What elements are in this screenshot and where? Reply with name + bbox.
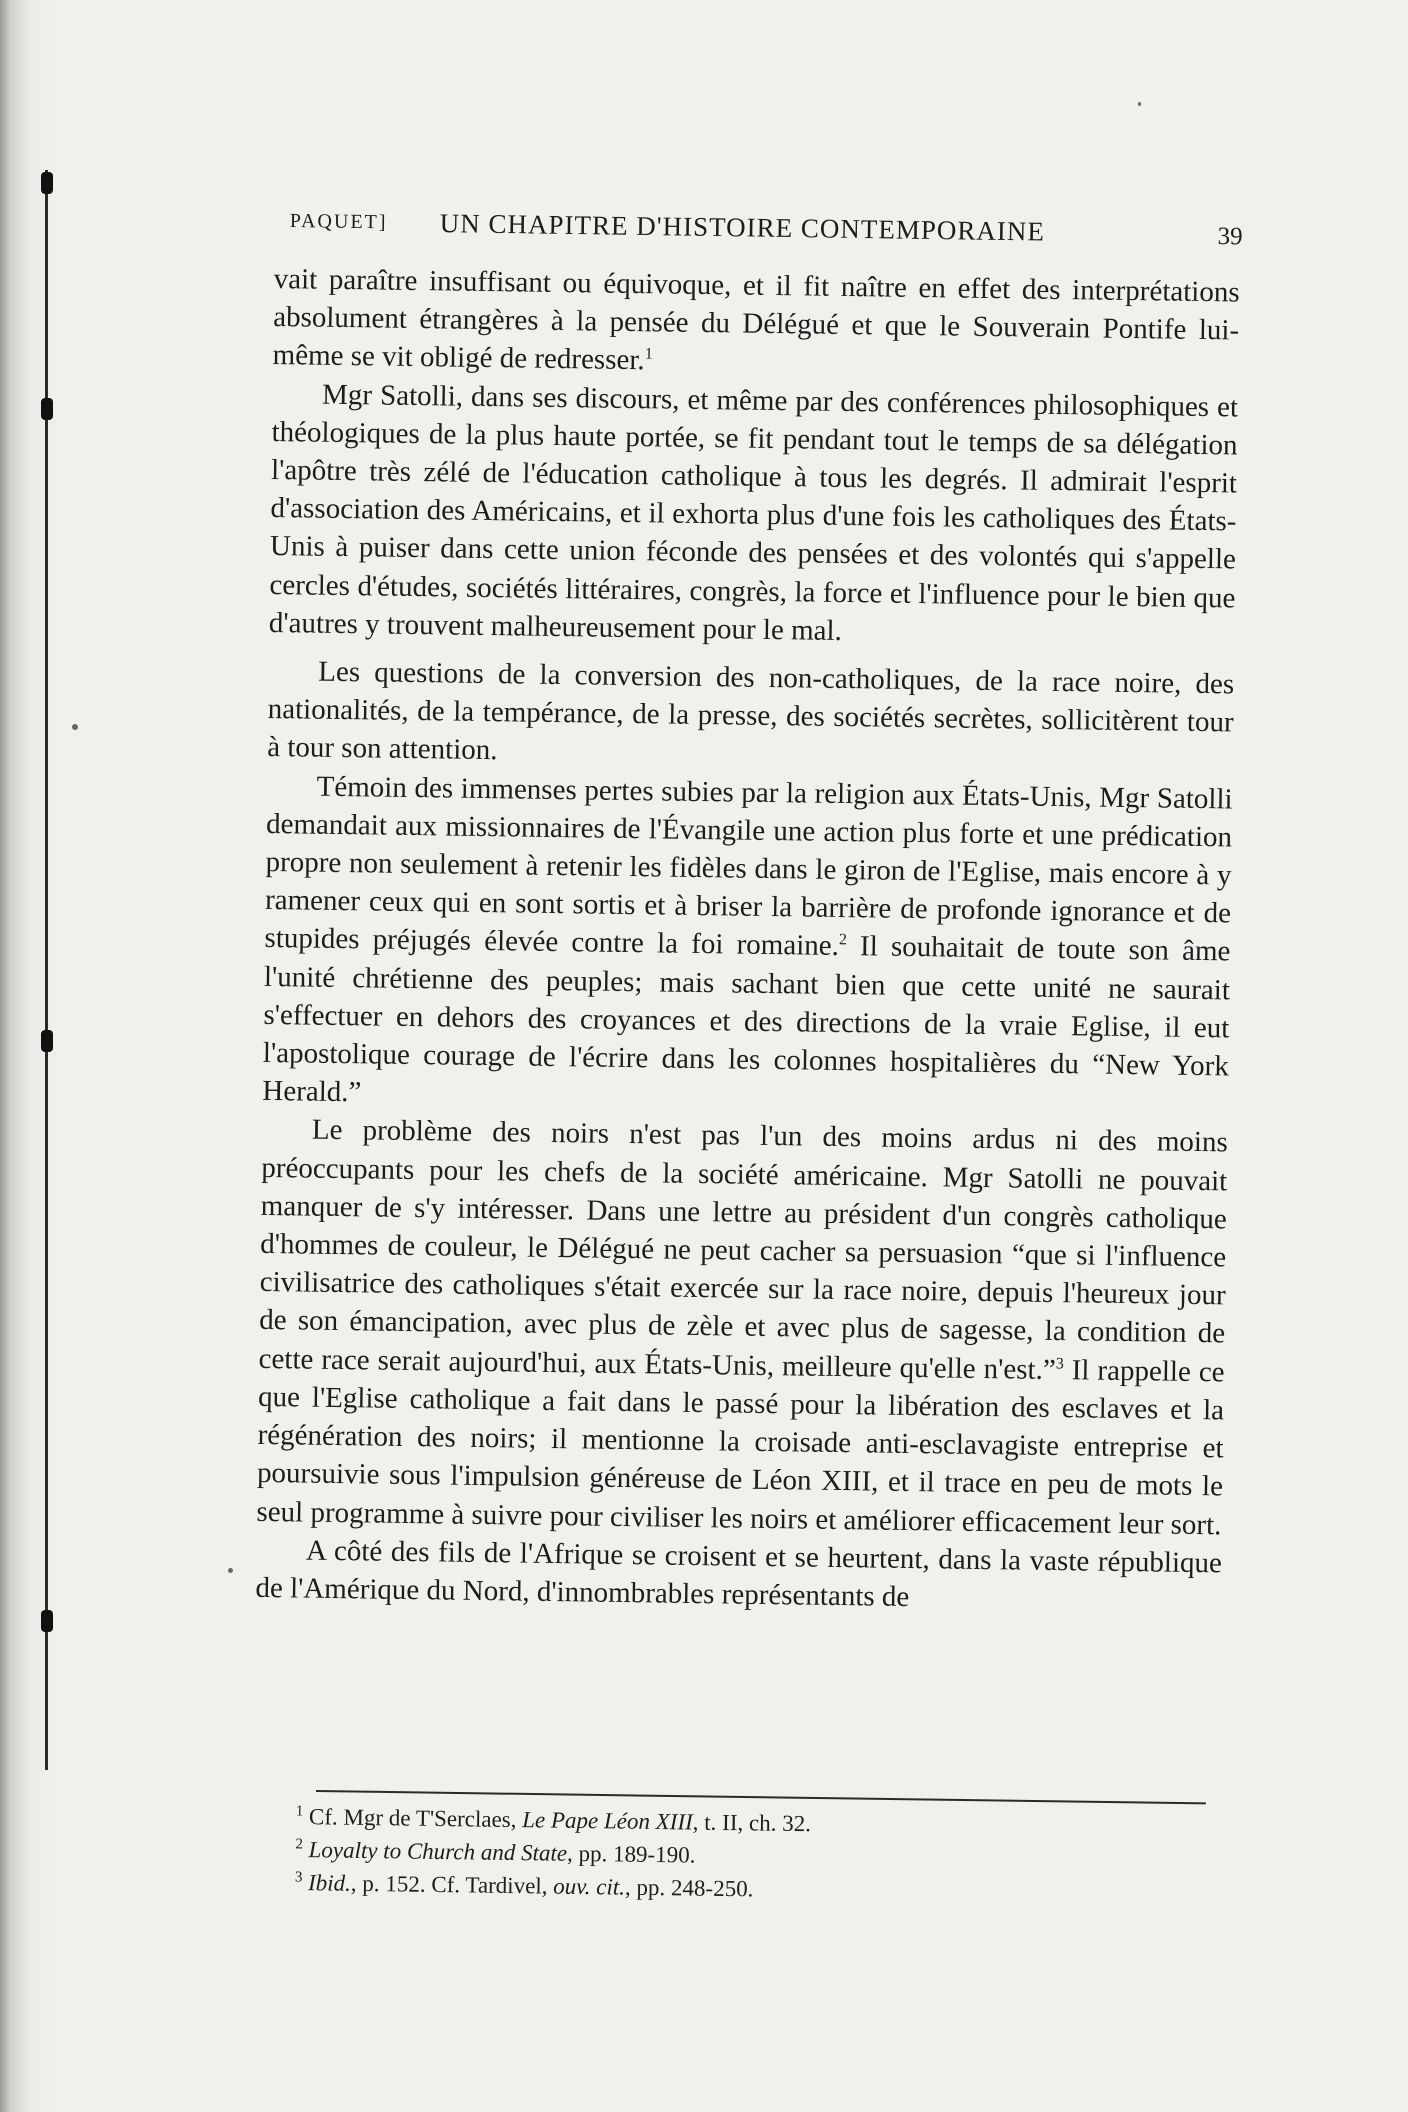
footnote-mark: 3: [294, 1869, 303, 1886]
paragraph: [255, 1531, 1222, 1621]
binding-knot: [41, 1030, 53, 1052]
book-binding: [0, 0, 58, 2112]
paragraph-text: Témoin des immenses pertes subies par la religion aux États-Unis, Mgr Satolli demandait aux missionnaires de l'Évangile une action plus forte et une prédication propre non seulement à retenir les fidèles dans le giron de l'Eglise, mais encore à y ramener ceux qui en sont sortis et à briser la barrière de profonde ignorance et de stupides préjugés élevée contre la foi romaine.: [264, 770, 1233, 963]
footnote-text: , pp. 248-250.: [624, 1874, 754, 1902]
paragraph: [256, 1110, 1228, 1544]
paper-speck: [228, 1568, 233, 1573]
running-head-author: PAQUET]: [289, 209, 388, 234]
binding-knot: [41, 172, 53, 194]
paragraph-text: A côté des fils de l'Afrique se croisent et se heurtent, dans la vaste république de l'Amérique du Nord, d'innombrables représentants de: [255, 1534, 1223, 1613]
paragraph: [262, 767, 1233, 1124]
footnote-text: Le Pape Léon XIII: [522, 1807, 693, 1835]
paragraph-text: Il souhaitait de toute son âme l'unité chrétienne des peuples; mais sachant bien que cette unité ne saurait s'effectuer en dehors des croyances et des directions de la vraie Eglise, il eut l'apostolique courage de l'écrire dans les colonnes hospitalières du “New York Herald.”: [262, 930, 1231, 1109]
footnote-text: , pp. 189-190.: [566, 1840, 696, 1868]
paragraph-text: Mgr Satolli, dans ses discours, et même par des conférences philosophiques et théologiques de la plus haute portée, se fit pendant tout le temps de sa délégation l'apôtre très zélé de l'éducation catholique à tous les degrés. Il admirait l'esprit d'association des Américains, et il exhorta plus d'une fois les catholiques des États-Unis à puiser dans cette union féconde des pensées et des volontés qui s'appelle cercles d'études, sociétés littéraires, congrès, la force et l'influence pour le bien que d'autres y trouvent malheureusement pour le mal.: [268, 378, 1239, 647]
footnotes: [295, 1800, 1216, 1912]
running-head-title: UN CHAPITRE D'HISTOIRE CONTEMPORAINE: [439, 208, 1046, 247]
paper-speck: [1138, 102, 1141, 106]
footnote-text: Loyalty to Church and State: [308, 1837, 568, 1866]
page-number: 39: [1217, 222, 1243, 251]
paragraph: [272, 260, 1240, 388]
paragraph-text: vait paraître insuffisant ou équivoque, et il fit naître en effet des interprétations absolument étrangères à la pensée du Délégué et que le Souverain Pontife lui-même se vit obligé de redresser.: [272, 262, 1240, 377]
paper-speck: [72, 724, 78, 730]
footnote-mark: 1: [295, 1803, 304, 1820]
footnote-text: Ibid.: [307, 1870, 352, 1896]
page-header: [289, 206, 1249, 259]
paragraph: [269, 375, 1239, 656]
footnote-mark: 2: [295, 1836, 303, 1853]
footnote-reference: 2: [838, 931, 848, 949]
footnote-text: Cf. Mgr de T'Serclaes,: [308, 1804, 523, 1833]
footnote-reference: 3: [1055, 1355, 1064, 1373]
body-text: [255, 260, 1240, 1620]
footnote-text: , p. 152. Cf. Tardivel,: [350, 1870, 554, 1899]
footnote-text: ouv. cit.: [553, 1873, 626, 1900]
binding-knot: [41, 398, 53, 420]
footnote-text: , t. II, ch. 32.: [692, 1809, 812, 1837]
footnote-reference: 1: [644, 345, 653, 364]
binding-knot: [41, 1610, 53, 1632]
paragraph-text: Il rappelle ce que l'Eglise catholique a fait dans le passé pour la libération des esclaves et la régénération des noirs; il mentionne la croisade anti-esclavagiste entreprise et poursuivie sous l'impulsion généreuse de Léon XIII, et il trace en peu de mots le seul programme à suivre pour civiliser les noirs et améliorer efficacement leur sort.: [256, 1353, 1225, 1541]
paragraph-text: Les questions de la conversion des non-catholiques, de la race noire, des nationalités, de la tempérance, de la presse, des sociétés secrètes, sollicitèrent tour à tour son attention.: [266, 655, 1235, 767]
paragraph: [267, 652, 1235, 780]
paragraph-text: Le problème des noirs n'est pas l'un des moins ardus ni des moins préoccupants pour les chefs de la société américaine. Mgr Satolli ne pouvait manquer de s'y intéresser. Dans une lettre au président d'un congrès catholique d'hommes de couleur, le Délégué ne peut cacher sa persuasion “que si l'influence civilisatrice des catholiques s'était exercée sur la race noire, depuis l'heureux jour de son émancipation, avec plus de zèle et avec plus de sagesse, la condition de cette race serait aujourd'hui, aux États-Unis, meilleure qu'elle n'est.”: [258, 1114, 1228, 1386]
